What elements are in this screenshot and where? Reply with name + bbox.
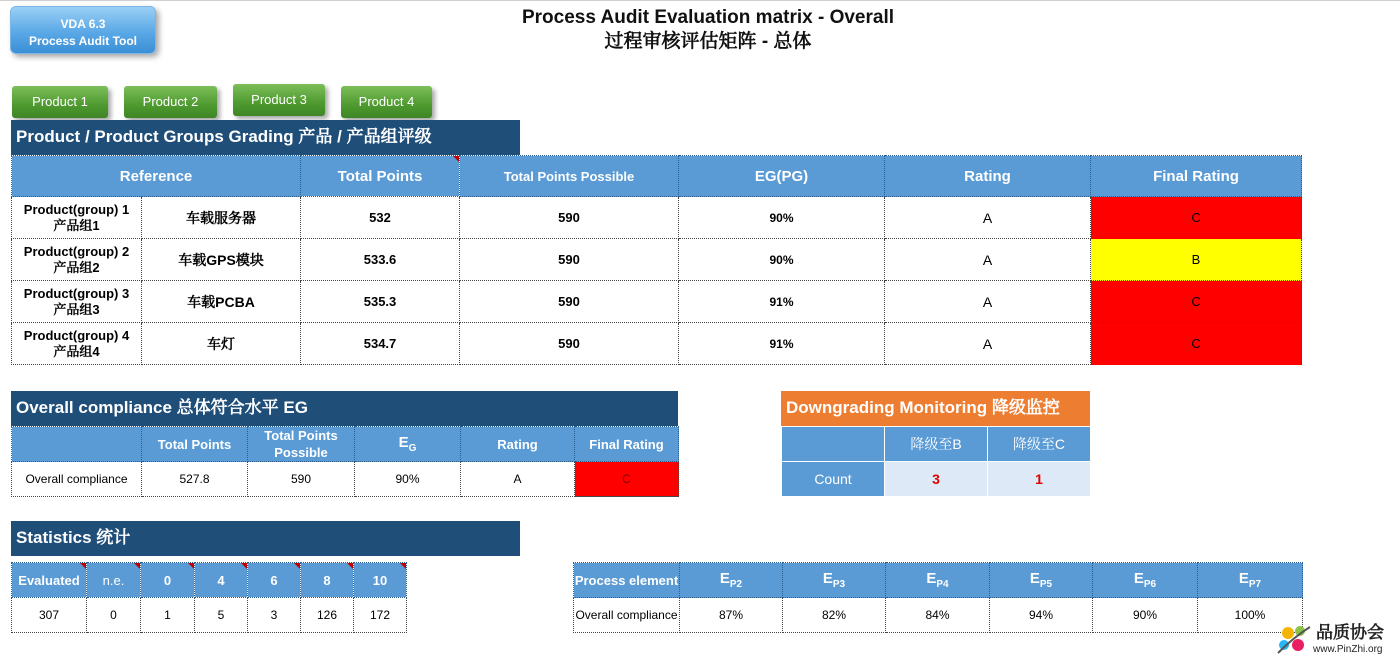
compliance-section-title: Overall compliance 总体符合水平 EG: [11, 391, 678, 426]
grading-section-title: Product / Product Groups Grading 产品 / 产品组评级: [11, 120, 520, 155]
col-ep7: $E_{P7}$: [1198, 563, 1303, 598]
col-ep4: $E_{P4}$: [886, 563, 990, 598]
eg-value: 90%: [679, 239, 885, 281]
col-score-10: 10: [354, 563, 407, 598]
score-6-value: 3: [248, 598, 301, 633]
downgrade-b-count: 3: [885, 462, 988, 497]
rating-value: A: [885, 281, 1091, 323]
product-name: 车载GPS模块: [142, 239, 301, 281]
downgrading-table: [781, 426, 1091, 497]
evaluated-value: 307: [12, 598, 87, 633]
col-reference: Reference: [12, 156, 301, 197]
count-label: Count: [782, 462, 885, 497]
col-ne: n.e.: [87, 563, 141, 598]
eg-value: 91%: [679, 323, 885, 365]
total-points: 527.8: [142, 462, 248, 497]
total-possible: 590: [248, 462, 355, 497]
col-downgrade-c: 降级至C: [988, 427, 1091, 462]
col-ep6: $E_{P6}$: [1093, 563, 1198, 598]
col-rating: Rating: [461, 427, 575, 462]
statistics-section-title: Statistics 统计: [11, 521, 520, 556]
table-row: [12, 462, 679, 497]
col-evaluated: Evaluated: [12, 563, 87, 598]
col-final-rating: Final Rating: [1091, 156, 1302, 197]
col-total-points: Total Points: [142, 427, 248, 462]
rating-value: A: [885, 197, 1091, 239]
col-total-possible: Total Points Possible: [248, 427, 355, 462]
statistics-table: [11, 562, 407, 633]
col-score-0: 0: [141, 563, 195, 598]
col-ep5: $E_{P5}$: [990, 563, 1093, 598]
product-group-label: Product(group) 4 产品组4: [12, 323, 142, 365]
vda-tool-button[interactable]: [10, 6, 156, 54]
rating-value: A: [461, 462, 575, 497]
rating-value: A: [885, 239, 1091, 281]
final-rating-value: C: [1091, 323, 1302, 365]
product-3-button[interactable]: Product 3: [233, 84, 325, 116]
score-8-value: 126: [301, 598, 354, 633]
total-possible: 590: [460, 239, 679, 281]
final-rating-value: C: [575, 462, 679, 497]
product-2-button[interactable]: Product 2: [124, 86, 217, 118]
product-name: 车灯: [142, 323, 301, 365]
pinzhi-logo-icon: [1274, 623, 1314, 657]
final-rating-value: B: [1091, 239, 1302, 281]
process-element-table: [573, 562, 1303, 633]
product-group-label: Product(group) 1 产品组1: [12, 197, 142, 239]
total-possible: 590: [460, 281, 679, 323]
col-total-possible: Total Points Possible: [460, 156, 679, 197]
compliance-row-label: Overall compliance: [12, 462, 142, 497]
total-points: 535.3: [301, 281, 460, 323]
col-total-points: Total Points: [301, 156, 460, 197]
col-ep2: $E_{P2}$: [680, 563, 783, 598]
vda-tool-line1: VDA 6.3: [60, 17, 106, 31]
product-name: 车载PCBA: [142, 281, 301, 323]
logo-url: www.PinZhi.org: [1313, 644, 1383, 655]
ep6-value: 90%: [1093, 598, 1198, 633]
ep2-value: 87%: [680, 598, 783, 633]
eg-value: 90%: [355, 462, 461, 497]
total-possible: 590: [460, 323, 679, 365]
ep5-value: 94%: [990, 598, 1093, 633]
col-score-6: 6: [248, 563, 301, 598]
final-rating-value: C: [1091, 281, 1302, 323]
col-score-8: 8: [301, 563, 354, 598]
total-points: 534.7: [301, 323, 460, 365]
score-0-value: 1: [141, 598, 195, 633]
score-10-value: 172: [354, 598, 407, 633]
col-final-rating: Final Rating: [575, 427, 679, 462]
ep3-value: 82%: [783, 598, 886, 633]
page-title-en: Process Audit Evaluation matrix - Overall: [521, 7, 895, 28]
col-rating: Rating: [885, 156, 1091, 197]
table-row: [12, 598, 407, 633]
compliance-table: [11, 426, 679, 497]
col-ep3: $E_{P3}$: [783, 563, 886, 598]
table-row: [12, 239, 1302, 281]
ep7-value: 100%: [1198, 598, 1303, 633]
col-downgrade-b: 降级至B: [885, 427, 988, 462]
total-possible: 590: [460, 197, 679, 239]
eg-value: 90%: [679, 197, 885, 239]
compliance-header-blank: [12, 427, 142, 462]
vda-tool-line2: Process Audit Tool: [28, 34, 137, 48]
product-name: 车载服务器: [142, 197, 301, 239]
downgrading-section-title: Downgrading Monitoring 降级监控: [781, 391, 1090, 426]
rating-value: A: [885, 323, 1091, 365]
col-eg: $E_G$: [355, 427, 461, 462]
page-title-cn: 过程审核评估矩阵 - 总体: [604, 31, 812, 52]
table-row: [12, 197, 1302, 239]
table-row: [12, 323, 1302, 365]
logo-text: 品质协会: [1316, 623, 1384, 642]
eg-value: 91%: [679, 281, 885, 323]
table-row: [12, 281, 1302, 323]
top-divider: [0, 0, 1400, 1]
col-eg-pg: EG(PG): [679, 156, 885, 197]
score-4-value: 5: [195, 598, 248, 633]
table-row: [574, 598, 1303, 633]
col-score-4: 4: [195, 563, 248, 598]
ep4-value: 84%: [886, 598, 990, 633]
total-points: 532: [301, 197, 460, 239]
grading-table: [11, 155, 1302, 365]
total-points: 533.6: [301, 239, 460, 281]
table-row: [782, 462, 1091, 497]
product-group-label: Product(group) 2 产品组2: [12, 239, 142, 281]
final-rating-value: C: [1091, 197, 1302, 239]
product-1-button[interactable]: Product 1: [12, 86, 108, 118]
product-4-button[interactable]: Product 4: [341, 86, 432, 118]
page-title: [350, 6, 1066, 54]
downgrade-c-count: 1: [988, 462, 1091, 497]
product-group-label: Product(group) 3 产品组3: [12, 281, 142, 323]
col-process-element: Process element: [574, 563, 680, 598]
downgrading-header-blank: [782, 427, 885, 462]
process-row-label: Overall compliance: [574, 598, 680, 633]
ne-value: 0: [87, 598, 141, 633]
